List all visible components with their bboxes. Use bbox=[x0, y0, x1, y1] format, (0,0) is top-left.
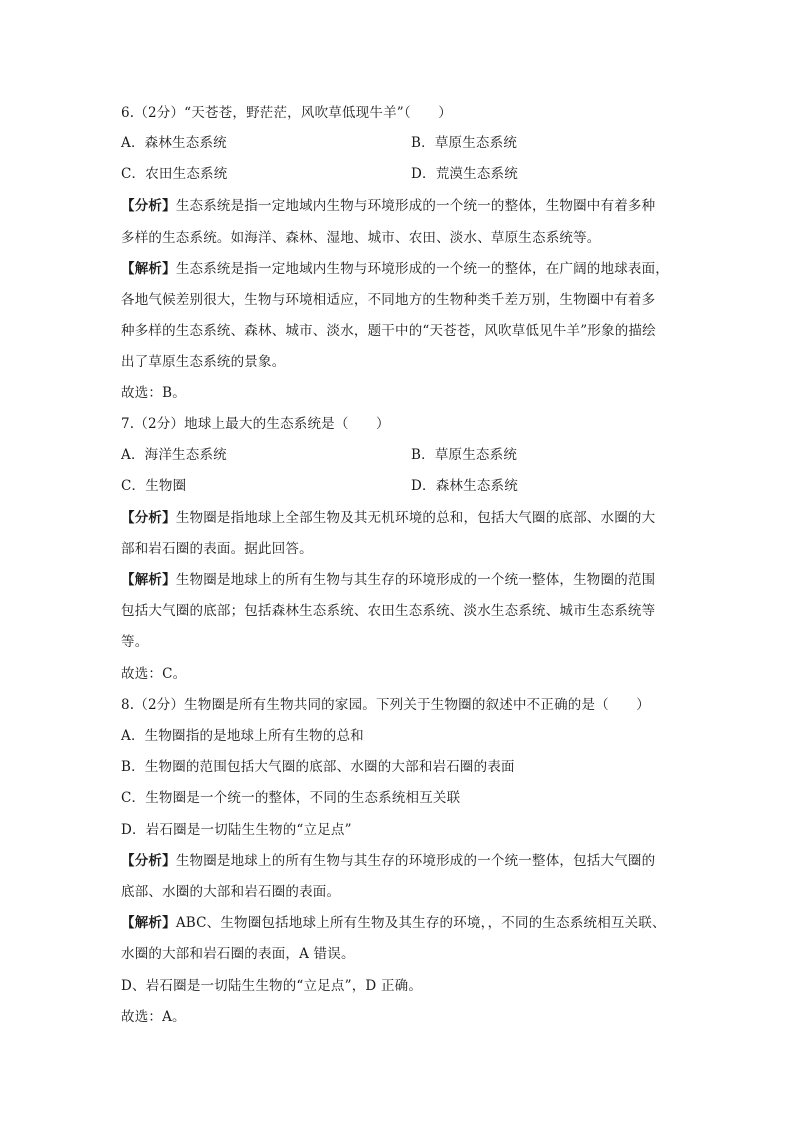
q7-solution-line-2: 包括大气圈的底部；包括森林生态系统、农田生态系统、淡水生态系统、城市生态系统等 bbox=[121, 603, 656, 619]
q6-analysis-line-1: 【分析】生态系统是指一定地域内生物与环境形成的一个统一的整体，生物圈中有着多种 bbox=[121, 198, 656, 214]
q7-answer: 故选：C。 bbox=[121, 666, 187, 682]
q6-solution-line-3: 种多样的生态系统、森林、城市、淡水，题干中的“天苍苍，风吹草低见牛羊”形象的描绘 bbox=[121, 323, 656, 339]
q7-option-b: B．草原生态系统 bbox=[411, 447, 518, 463]
question-8-stem: 8.（2分）生物圈是所有生物共同的家园。下列关于生物圈的叙述中不正确的是（ ） bbox=[121, 697, 650, 713]
q8-solution-line-2: 水圈的大部和岩石圈的表面，A 错误。 bbox=[121, 946, 355, 962]
q7-option-a: A．海洋生态系统 bbox=[121, 447, 227, 463]
q6-solution-line-2: 各地气候差别很大，生物与环境相适应，不同地方的生物种类千差万别，生物圈中有着多 bbox=[121, 292, 656, 308]
q7-option-d: D．森林生态系统 bbox=[411, 478, 518, 494]
analysis-tag: 【分析】 bbox=[121, 853, 176, 869]
q7-analysis-line-1: 【分析】生物圈是指地球上全部生物及其无机环境的总和，包括大气圈的底部、水圈的大 bbox=[121, 510, 656, 526]
analysis-tag: 【分析】 bbox=[121, 198, 176, 214]
analysis-tag: 【分析】 bbox=[121, 510, 176, 526]
q7-option-c: C．生物圈 bbox=[121, 478, 187, 494]
q6-solution-line-4: 出了草原生态系统的景象。 bbox=[121, 354, 286, 370]
q8-option-b: B．生物圈的范围包括大气圈的底部、水圈的大部和岩石圈的表面 bbox=[121, 759, 515, 775]
q8-solution-line-1: 【解析】ABC、生物圈包括地球上所有生物及其生存的环境，，不同的生态系统相互关联、 bbox=[121, 915, 666, 931]
q8-option-c: C．生物圈是一个统一的整体，不同的生态系统相互关联 bbox=[121, 790, 461, 806]
q6-option-a: A．森林生态系统 bbox=[121, 135, 227, 151]
q6-solution-line-1: 【解析】生态系统是指一定地域内生物与环境形成的一个统一的整体，在广阔的地球表面， bbox=[121, 261, 670, 277]
q6-answer: 故选：B。 bbox=[121, 385, 186, 401]
q6-option-c: C．农田生态系统 bbox=[121, 166, 228, 182]
solution-tag: 【解析】 bbox=[121, 572, 176, 588]
q8-analysis-line-1: 【分析】生物圈是地球上的所有生物与其生存的环境形成的一个统一整体，包括大气圈的 bbox=[121, 853, 656, 869]
q7-analysis-line-2: 部和岩石圈的表面。据此回答。 bbox=[121, 541, 313, 557]
q6-analysis-line-2: 多样的生态系统。如海洋、森林、湿地、城市、农田、淡水、草原生态系统等。 bbox=[121, 230, 601, 246]
question-7-stem: 7.（2分）地球上最大的生态系统是（ ） bbox=[121, 416, 390, 432]
q8-option-d: D．岩石圈是一切陆生生物的“立足点” bbox=[121, 822, 352, 838]
q8-option-a: A．生物圈指的是地球上所有生物的总和 bbox=[121, 728, 364, 744]
q6-option-d: D．荒漠生态系统 bbox=[411, 166, 518, 182]
solution-tag: 【解析】 bbox=[121, 915, 176, 931]
q6-option-b: B．草原生态系统 bbox=[411, 135, 518, 151]
question-6-stem: 6.（2分）“天苍苍，野茫茫，风吹草低现牛羊”（ ） bbox=[121, 105, 452, 121]
q8-solution-line-3: D、岩石圈是一切陆生生物的“立足点”，D 正确。 bbox=[121, 978, 423, 994]
q8-analysis-line-2: 底部、水圈的大部和岩石圈的表面。 bbox=[121, 884, 341, 900]
q7-solution-line-1: 【解析】生物圈是地球上的所有生物与其生存的环境形成的一个统一整体，生物圈的范围 bbox=[121, 572, 656, 588]
solution-tag: 【解析】 bbox=[121, 261, 176, 277]
q7-solution-line-3: 等。 bbox=[121, 634, 149, 650]
q8-answer: 故选：A。 bbox=[121, 1009, 186, 1025]
